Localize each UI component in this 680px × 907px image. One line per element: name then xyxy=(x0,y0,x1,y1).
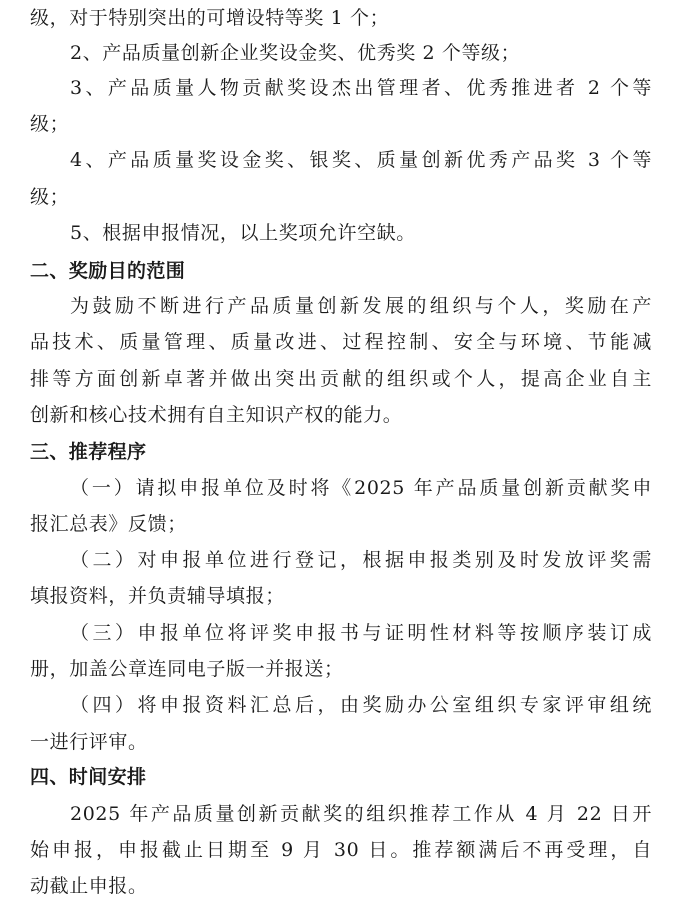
text-line: （三）申报单位将评奖申报书与证明性材料等按顺序装订成 xyxy=(70,622,652,644)
text-line: 创新和核心技术拥有自主知识产权的能力。 xyxy=(30,404,403,426)
text-line: 级； xyxy=(30,186,70,208)
text-line: 一进行评审。 xyxy=(30,731,148,753)
text-line: （一）请拟申报单位及时将《2025 年产品质量创新贡献奖申 xyxy=(70,477,652,499)
text-line: 2、产品质量创新企业奖设金奖、优秀奖 2 个等级； xyxy=(70,42,521,64)
text-line: 册，加盖公章连同电子版一并报送； xyxy=(30,658,344,680)
section-heading: 四、时间安排 xyxy=(30,766,147,788)
text-line: 3、产品质量人物贡献奖设杰出管理者、优秀推进者 2 个等 xyxy=(70,77,652,99)
text-line: 为鼓励不断进行产品质量创新发展的组织与个人，奖励在产 xyxy=(70,295,652,317)
text-line: 4、产品质量奖设金奖、银奖、质量创新优秀产品奖 3 个等 xyxy=(70,149,652,171)
section-heading: 三、推荐程序 xyxy=(30,441,147,463)
section-heading: 二、奖励目的范围 xyxy=(30,260,186,282)
text-line: 报汇总表》反馈； xyxy=(30,513,187,535)
text-line: 填报资料，并负责辅导填报； xyxy=(30,585,285,607)
text-line: 级； xyxy=(30,113,70,135)
text-line: 5、根据申报情况，以上奖项允许空缺。 xyxy=(70,222,416,244)
text-line: （四）将申报资料汇总后，由奖励办公室组织专家评审组统 xyxy=(70,694,652,716)
text-line: 排等方面创新卓著并做出突出贡献的组织或个人，提高企业自主 xyxy=(30,368,652,390)
text-line: 品技术、质量管理、质量改进、过程控制、安全与环境、节能减 xyxy=(30,331,652,353)
text-line: 级，对于特别突出的可增设特等奖 1 个； xyxy=(30,7,390,29)
text-line: 动截止申报。 xyxy=(30,875,148,897)
text-line: （二）对申报单位进行登记，根据申报类别及时发放评奖需 xyxy=(70,549,652,571)
text-line: 2025 年产品质量创新贡献奖的组织推荐工作从 4 月 22 日开 xyxy=(70,803,652,825)
text-line: 始申报，申报截止日期至 9 月 30 日。推荐额满后不再受理，自 xyxy=(30,839,652,861)
